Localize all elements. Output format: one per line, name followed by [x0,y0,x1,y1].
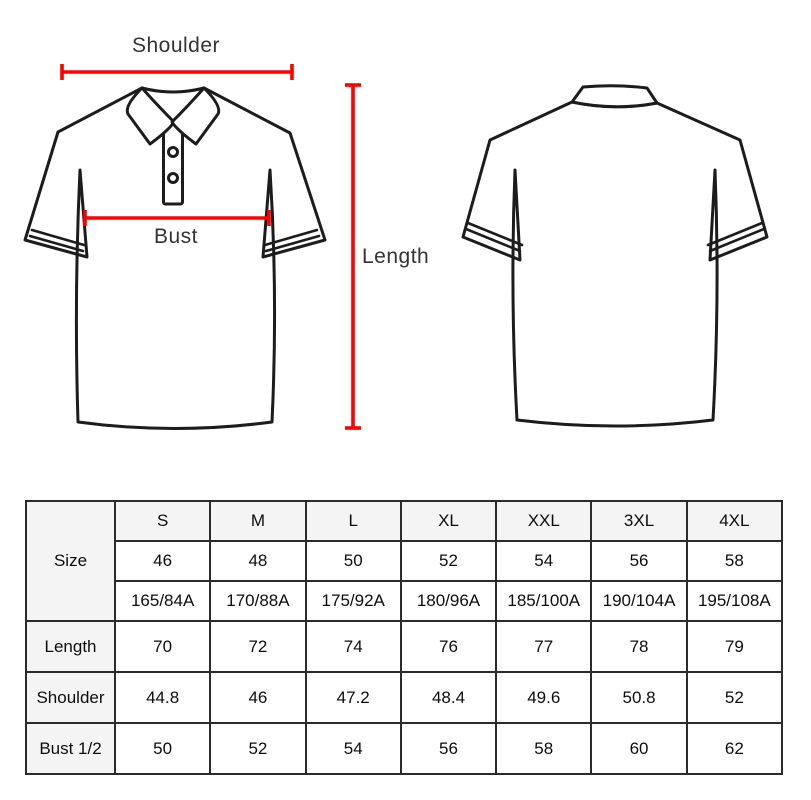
size-code-row [26,541,782,581]
bust-dimension-label: Bust [153,225,199,248]
shoulder-measure-line [58,61,296,85]
table-cell: 78 [591,621,686,672]
polo-back-illustration [450,75,780,437]
size-corner-cell: Size [26,501,115,621]
table-cell: 52 [210,723,305,774]
row-label: Bust 1/2 [26,723,115,774]
table-cell: 70 [115,621,210,672]
table-cell: 58 [496,723,591,774]
bust-row [26,723,782,774]
table-cell: 52 [401,541,496,581]
row-label: Shoulder [26,672,115,723]
table-cell: 195/108A [687,581,782,621]
table-header-row [26,501,782,541]
table-cell: 56 [401,723,496,774]
size-height-row [26,581,782,621]
table-cell: 48.4 [401,672,496,723]
table-cell: 52 [687,672,782,723]
table-cell: 50.8 [591,672,686,723]
col-header: 3XL [591,501,686,541]
table-cell: 54 [306,723,401,774]
col-header: L [306,501,401,541]
col-header: S [115,501,210,541]
table-cell: 48 [210,541,305,581]
table-cell: 50 [306,541,401,581]
table-cell: 62 [687,723,782,774]
size-table [25,500,783,775]
table-cell: 47.2 [306,672,401,723]
button-icon [169,174,178,183]
table-cell: 76 [401,621,496,672]
col-header: M [210,501,305,541]
button-icon [169,148,178,157]
table-cell: 50 [115,723,210,774]
col-header: 4XL [687,501,782,541]
shoulder-dimension-label: Shoulder [131,34,221,57]
table-cell: 44.8 [115,672,210,723]
col-header: XXL [496,501,591,541]
table-cell: 180/96A [401,581,496,621]
row-label: Length [26,621,115,672]
table-cell: 77 [496,621,591,672]
length-dimension-label: Length [362,245,430,268]
polo-front-illustration [22,78,327,443]
table-cell: 79 [687,621,782,672]
table-cell: 56 [591,541,686,581]
table-cell: 58 [687,541,782,581]
table-cell: 185/100A [496,581,591,621]
table-cell: 46 [210,672,305,723]
table-cell: 74 [306,621,401,672]
table-cell: 46 [115,541,210,581]
table-cell: 175/92A [306,581,401,621]
table-cell: 60 [591,723,686,774]
table-cell: 54 [496,541,591,581]
length-row [26,621,782,672]
table-cell: 190/104A [591,581,686,621]
shoulder-row [26,672,782,723]
table-cell: 170/88A [210,581,305,621]
col-header: XL [401,501,496,541]
table-cell: 49.6 [496,672,591,723]
table-cell: 72 [210,621,305,672]
table-cell: 165/84A [115,581,210,621]
